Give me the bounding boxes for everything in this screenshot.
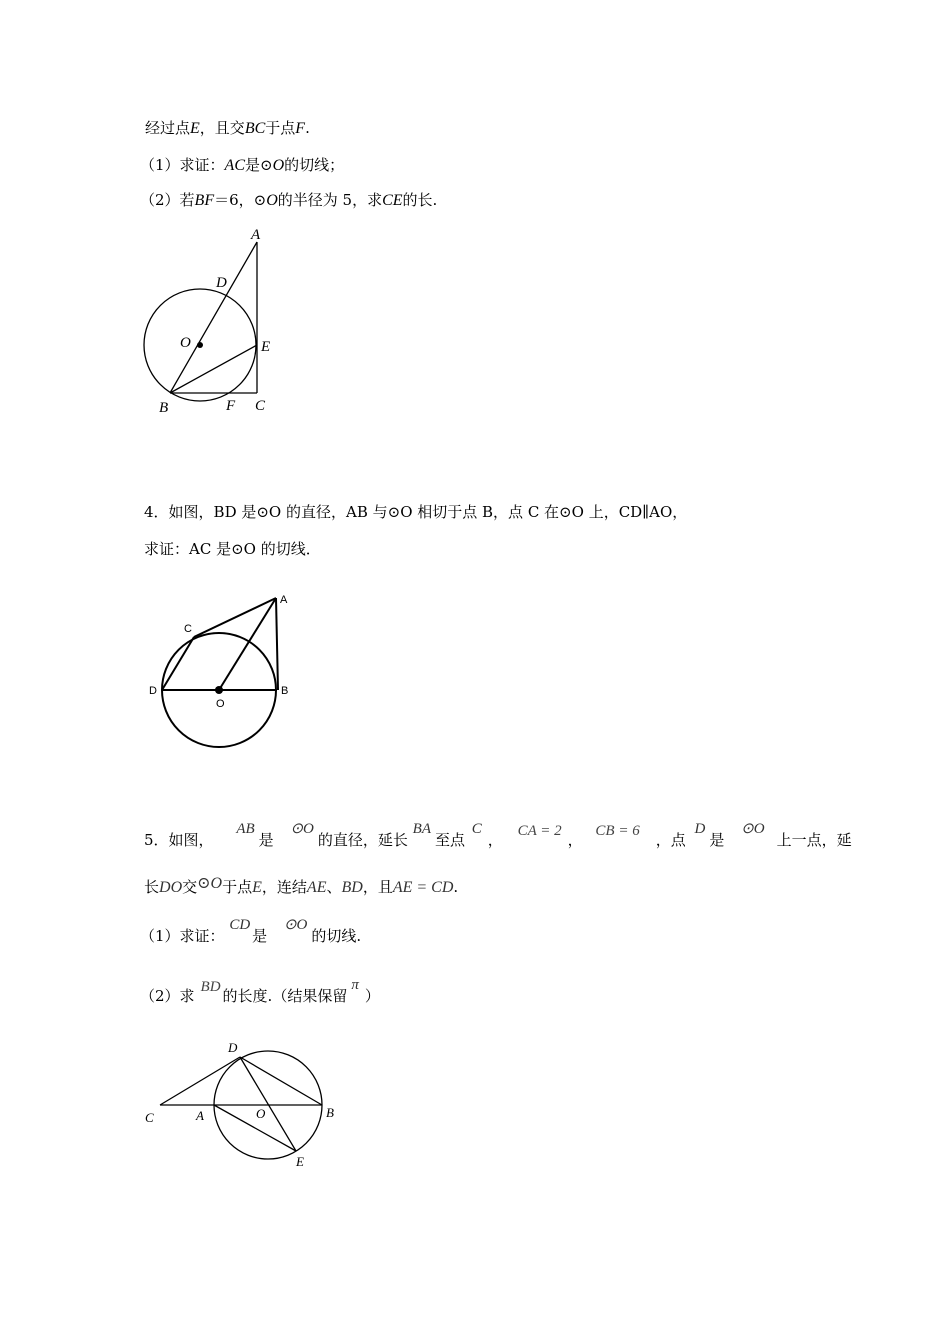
segment-ae xyxy=(214,1105,296,1151)
text: 是 xyxy=(258,831,274,849)
label-E: E xyxy=(296,1154,304,1169)
segment-be xyxy=(170,345,257,393)
p5-line-4 xyxy=(140,977,380,1007)
var-E: E xyxy=(190,120,200,137)
segment-ab xyxy=(276,598,278,690)
label-O: O xyxy=(216,698,225,710)
var-E: E xyxy=(252,879,262,896)
label-A: A xyxy=(280,594,288,606)
text: 的直径，延长 xyxy=(317,831,408,849)
var-AC: AC xyxy=(224,157,245,174)
var-CE: CE xyxy=(382,192,403,209)
var-CA: CA = 2 xyxy=(517,823,562,839)
label-B: B xyxy=(159,400,169,416)
label-O: O xyxy=(256,1106,266,1121)
text: ） xyxy=(364,987,380,1005)
label-B: B xyxy=(281,685,289,697)
var-C: C xyxy=(471,821,482,837)
p3-line-2 xyxy=(140,155,344,176)
var-CB: CB = 6 xyxy=(595,823,640,839)
text: 是 xyxy=(709,831,725,849)
segment-ab xyxy=(170,242,257,393)
label-B: B xyxy=(326,1105,334,1120)
center-dot xyxy=(215,686,223,694)
text: 经过点 xyxy=(145,119,191,137)
var-AB: AB xyxy=(236,821,255,837)
text: （1）求证： xyxy=(140,927,225,945)
var-circle-O: ⊙O xyxy=(741,821,765,837)
p3-line-1 xyxy=(145,118,310,139)
label-C: C xyxy=(255,398,266,414)
var-O: O xyxy=(272,157,285,174)
text: （2）若 xyxy=(140,191,195,209)
segment-de xyxy=(240,1057,296,1151)
text: ，点 xyxy=(655,831,686,849)
var-circle-O: ⊙O xyxy=(197,875,223,892)
label-A: A xyxy=(251,227,261,243)
text: ， xyxy=(487,831,503,849)
var-BF: BF xyxy=(194,192,215,209)
p5-line-2 xyxy=(144,877,458,898)
text: 上一点，延 xyxy=(776,831,852,849)
var-D: D xyxy=(694,821,706,837)
segment-cd xyxy=(160,1057,240,1105)
label-C: C xyxy=(184,623,192,635)
var-circle-O: ⊙O xyxy=(283,917,308,933)
text: ，连结 xyxy=(261,878,307,896)
text: ，且交 xyxy=(199,119,245,137)
text: ＝6，⊙ xyxy=(214,191,267,209)
label-D: D xyxy=(216,275,227,291)
label-O: O xyxy=(180,335,191,351)
text: 5．如图， xyxy=(144,831,214,849)
var-pi: π xyxy=(351,977,359,993)
center-dot xyxy=(197,342,203,348)
figure-3 xyxy=(130,220,300,420)
label-C: C xyxy=(145,1110,154,1125)
text: . xyxy=(453,878,459,896)
label-D: D xyxy=(228,1040,238,1055)
segment-cd xyxy=(162,637,194,690)
figure-5 xyxy=(140,1035,350,1175)
text: 的切线. xyxy=(311,927,362,945)
var-CD: CD xyxy=(229,917,251,933)
label-F: F xyxy=(226,398,236,414)
p5-line-1 xyxy=(144,821,852,851)
var-AE: AE xyxy=(306,879,327,896)
var-circle-O: ⊙O xyxy=(290,821,314,837)
p4-line-1: 4．如图，BD 是⊙O 的直径，AB 与⊙O 相切于点 B，点 C 在⊙O 上，CD∥AO， xyxy=(144,503,688,521)
text: 是⊙ xyxy=(245,156,273,174)
text: 长 xyxy=(144,878,160,896)
var-arc-BD: BD xyxy=(200,979,221,995)
text: 至点 xyxy=(434,831,465,849)
text: 是 xyxy=(252,927,268,945)
text: （1）求证： xyxy=(140,156,225,174)
p4-line-2: 求证：AC 是⊙O 的切线． xyxy=(144,540,321,558)
text: 的切线； xyxy=(284,156,345,174)
var-O: O xyxy=(266,192,278,209)
var-BD: BD xyxy=(341,879,363,896)
text: ，且 xyxy=(362,878,393,896)
text: （2）求 xyxy=(140,987,195,1005)
figure-4 xyxy=(140,585,310,760)
var-BA: BA xyxy=(412,821,431,837)
segment-db xyxy=(240,1057,322,1105)
text: 交 xyxy=(182,878,198,896)
text: ， xyxy=(567,831,583,849)
var-AE-eq-CD: AE = CD xyxy=(392,879,454,896)
label-D: D xyxy=(149,685,157,697)
text: 的半径为 5，求 xyxy=(277,191,383,209)
label-A: A xyxy=(196,1108,204,1123)
p3-line-3 xyxy=(140,190,437,211)
text: 的长. xyxy=(402,191,438,209)
p5-line-3 xyxy=(140,917,362,947)
text: 于点 xyxy=(222,878,253,896)
label-E: E xyxy=(261,339,271,355)
var-BC: BC xyxy=(244,120,266,137)
text: . xyxy=(305,119,310,137)
text: 于点 xyxy=(265,119,296,137)
var-DO: DO xyxy=(159,879,183,896)
var-F: F xyxy=(295,120,306,137)
text: 、 xyxy=(326,878,342,896)
text: 的长度.（结果保留 xyxy=(222,987,348,1005)
